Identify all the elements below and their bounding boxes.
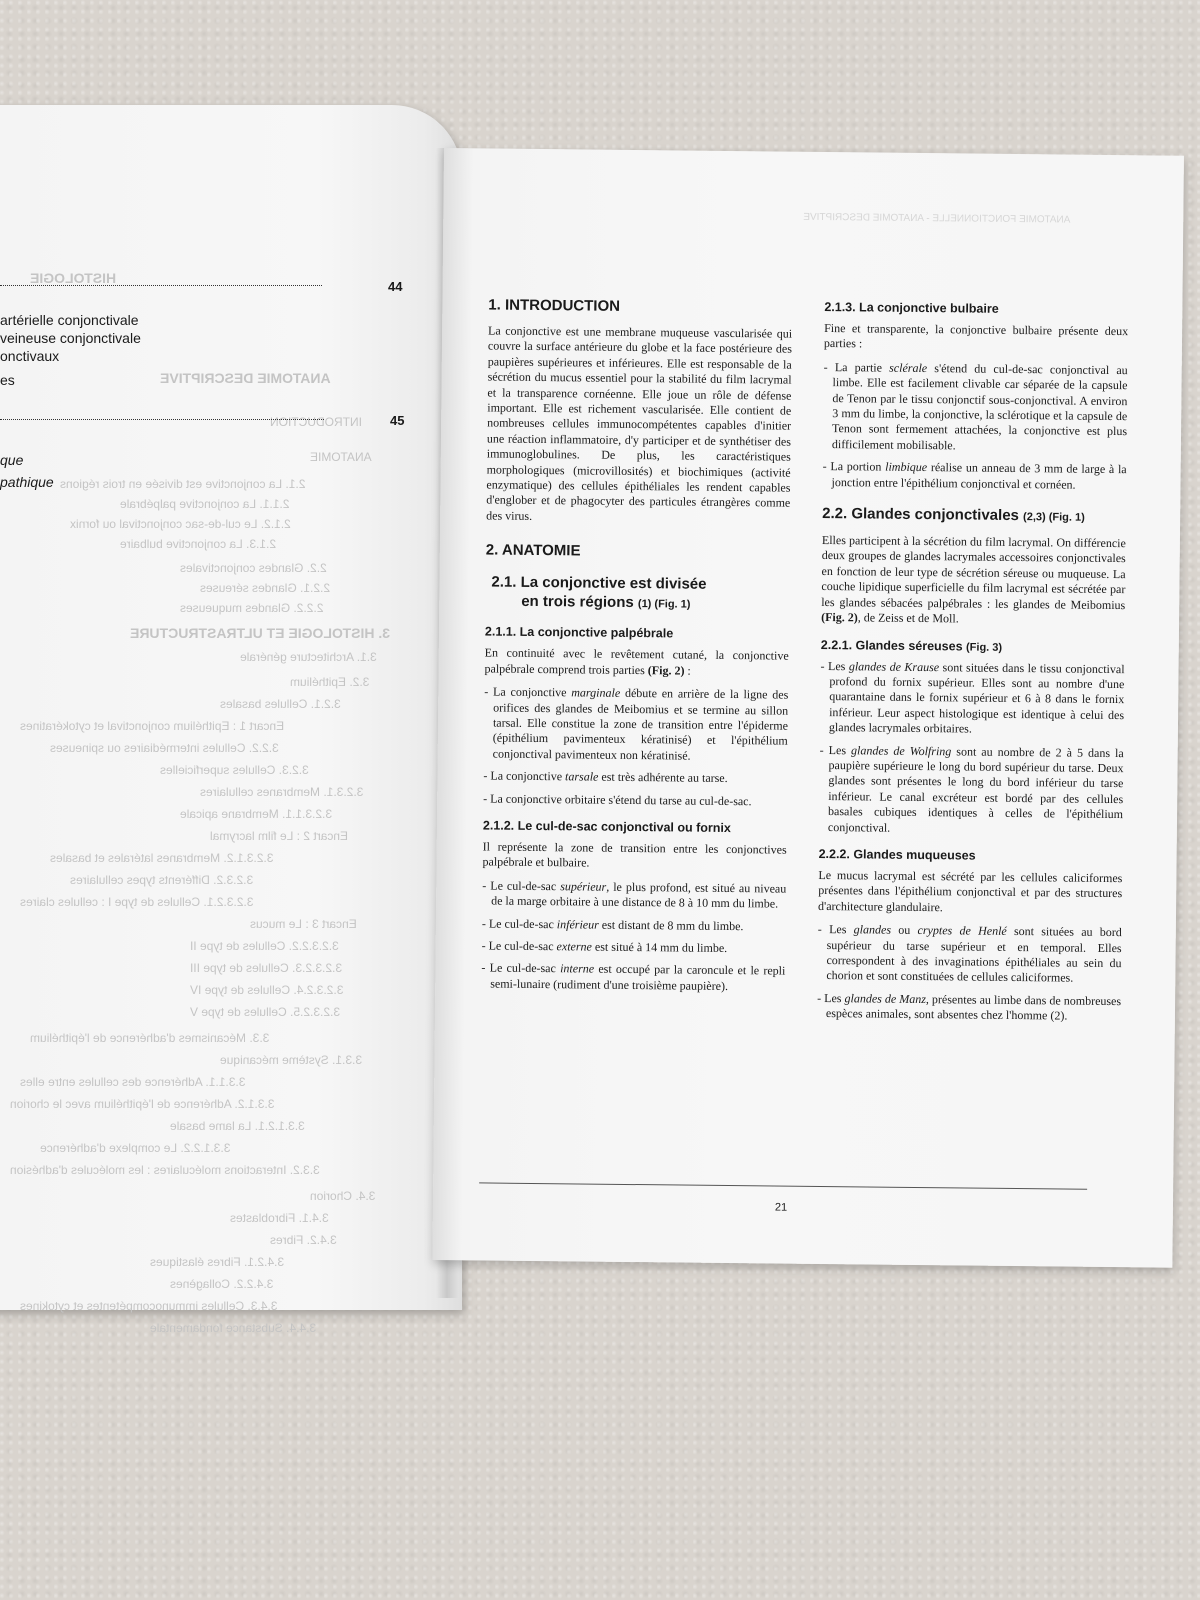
toc-item: es	[0, 372, 15, 388]
list-emphasis: supérieur	[560, 879, 607, 894]
heading-2-2-text: 2.2. Glandes conjonctivales	[822, 505, 1020, 525]
list-text: - Les	[817, 990, 845, 1006]
list-text: - Le cul-de-sac	[481, 960, 561, 976]
bleed-through-text: ANATOMIE	[310, 450, 372, 464]
list-text: - La conjonctive	[484, 684, 572, 700]
list-emphasis: glandes de Krause	[848, 658, 940, 674]
bleed-through-text: 2.1. La conjonctive est divisée en trois régions	[60, 477, 306, 491]
toc-leader-dots	[0, 285, 322, 286]
bleed-through-text: 2.1.2. Le cul-de-sac conjonctival ou fornix	[70, 517, 291, 531]
bleed-through-text: 3.2.2. Cellules intermédiaires ou spineuses	[50, 741, 279, 755]
bleed-through-text: HISTOLOGIE	[30, 270, 117, 286]
heading-2-2-1	[821, 637, 1125, 654]
list-text: est très adhérente au tarse.	[598, 769, 728, 786]
list-emphasis: interne	[560, 961, 595, 976]
list-emphasis: marginale	[571, 685, 621, 700]
footer-rule	[479, 1182, 1087, 1189]
heading-2-2-1-reference: (Fig. 3)	[965, 640, 1003, 654]
list-text: - Les	[819, 742, 852, 757]
heading-2-1-reference: (1) (Fig. 1)	[637, 598, 691, 611]
paragraph-text: :	[684, 663, 691, 678]
bleed-through-text: 3.2.3.2.4. Cellules de type IV	[190, 983, 344, 997]
bleed-through-text: 3.3. Mécanismes d'adhérence de l'épithélium	[30, 1031, 270, 1045]
list-item	[819, 742, 1124, 838]
list-text: - Le cul-de-sac	[481, 916, 557, 931]
list-emphasis: glandes de Manz	[844, 991, 927, 1006]
paragraph-2-2-2: Le mucus lacrymal est sécrété par les cellules caliciformes présentes dans l'épithélium conjonctival et par des structures d'architecture glandulaire.	[818, 867, 1123, 915]
bleed-through-text: 2.2. Glandes conjonctivales	[180, 561, 327, 575]
heading-2-2	[822, 504, 1126, 528]
bleed-through-text: Encart 2 : Le film lacrymal	[210, 829, 349, 843]
list-text: , présentes au limbe dans de nombreuses espèces animales, sont absentes chez l'homme (2).	[825, 991, 1122, 1023]
heading-2-2-2: 2.2.2. Glandes muqueuses	[818, 846, 976, 863]
bleed-through-text: Encart 1 : Epithélium conjonctival et cytokératines	[20, 719, 285, 733]
list-text: - Les	[817, 922, 854, 937]
toc-item: onctivaux	[0, 348, 60, 364]
bleed-through-text: 3.3.1. Système mécanique	[220, 1053, 363, 1067]
heading-2-1-1: 2.1.1. La conjonctive palpébrale	[484, 624, 674, 641]
bleed-through-text: 3.2.3.2.1. Cellules de type I : cellules claires	[20, 895, 254, 909]
bleed-through-text: 3.3.1.1. Adhérence des cellules entre elles	[20, 1075, 246, 1089]
list-emphasis: cryptes de Henlé	[917, 923, 1007, 939]
paragraph-text: En continuité avec le revêtement cutané, la conjonctive palpébrale comprend trois parties	[484, 645, 789, 677]
list-item	[820, 658, 1125, 738]
paragraph-text: , de Zeiss et de Moll.	[857, 610, 959, 626]
bleed-through-text: 3.1. Architecture générale	[240, 650, 377, 664]
list-text: - La partie	[823, 359, 890, 375]
bleed-through-text: 3.2.3.2. Différents types cellulaires	[70, 873, 254, 887]
right-page	[432, 148, 1184, 1268]
list-text: sont situées au bord supérieur du tarse supérieur et en temporal. Elles correspondent à des invaginations épithéliales au sein du chorion et sont constituées de cellules caliciformes.	[826, 924, 1122, 986]
bleed-through-text: 3.4.4. Substance fondamentale	[150, 1321, 317, 1335]
bleed-through-text: 3.2.3. Cellules superficielles	[160, 763, 309, 777]
list-text: est occupé par la caroncule et le repli semi-lunaire (rudiment d'une troisième paupière).	[490, 961, 786, 993]
bleed-through-text: 3.3.1.2.1. La lame basale	[170, 1119, 305, 1133]
list-text: - Le cul-de-sac	[481, 938, 557, 954]
list-item	[823, 360, 1128, 456]
list-text: ou	[890, 922, 918, 938]
list-emphasis: tarsale	[564, 769, 599, 784]
heading-introduction: 1. INTRODUCTION	[488, 296, 621, 315]
bleed-through-text: 2.1.1. La conjonctive palpébrale	[120, 497, 290, 511]
list-item: - La conjonctive orbitaire s'étend du tarse au cul-de-sac.	[483, 790, 752, 808]
list-text: s'étend du cul-de-sac conjonctival au limbe. Elle est facilement clivable car séparée de la capsule de Tenon par le tissu conjonctif sous-conjonctival. A environ 3 mm du limbe, la conjonctive, la sclérotique et la capsule de Tenon sont fermement attachées, la conjonctive est plus difficilement mobilisable.	[831, 360, 1128, 453]
list-item	[822, 459, 1126, 493]
text-column-left	[481, 296, 792, 1001]
list-item	[482, 938, 786, 957]
list-text: réalise un anneau de 3 mm de large à la jonction entre l'épithélium conjonctival et cornéen.	[831, 460, 1127, 492]
bleed-through-text: 3.3.1.2. Adhérence de l'épithélium avec le chorion	[10, 1097, 275, 1111]
list-item	[482, 916, 786, 935]
list-text: débute en arrière de la ligne des orifices des glandes de Meibomius et se termine au sillon tarsal. Elle constitue la zone de transition entre l'épiderme (épithélium pavimenteux kératinisé) et l'épithélium conjonctival pavimenteux non kératinisé.	[492, 685, 789, 763]
list-text: est situé à 14 mm du limbe.	[591, 939, 728, 955]
paragraph-introduction: La conjonctive est une membrane muqueuse vascularisée qui couvre la surface antérieure du globe et la face postérieure des paupières supérieures et inférieures. Elle est responsable de la sécrétion du mucus essentiel pour la stabilité du film lacrymal et la transparence cornéenne. Elle joue un rôle de défense important. Elle est richement vascularisée. Elle contient de nombreuses cellules immunocompétentes capables d'initier une réaction inflammatoire, d'y participer et de synthétiser des immunoglobulines. De plus, les caractéristiques morphologiques (microvillosités) et biochimiques (activité enzymatique) des cellules épithéliales les rendent capables d'englober et de phagocyter des particules étrangères comme des virus.	[486, 323, 793, 523]
toc-page-number: 44	[388, 279, 403, 294]
paragraph-2-1-1	[484, 646, 788, 680]
list-bulbaire	[822, 360, 1127, 493]
list-text: , le plus profond, est situé au niveau de la marge orbitaire à une distance de 8 à 10 mm du limbe.	[491, 879, 787, 911]
heading-2-1-line2: en trois régions	[521, 593, 634, 612]
list-text: - La portion	[822, 459, 886, 474]
bleed-through-text: Encart 3 : Le mucus	[250, 917, 357, 931]
heading-2-2-1-text: 2.2.1. Glandes séreuses	[820, 637, 963, 653]
list-item	[483, 769, 787, 788]
bleed-through-text: INTRODUCTION	[270, 415, 362, 429]
list-fornix	[481, 878, 786, 995]
bleed-through-text: 3.2.3.1.1. Membrane apicale	[180, 807, 333, 821]
list-emphasis: glandes	[853, 922, 892, 937]
text-column-right	[817, 300, 1129, 1032]
bleed-through-running-head: ANATOMIE FONCTIONNELLE - ANATOMIE DESCRIPTIVE	[803, 211, 1071, 226]
bleed-through-text: 3.4.1. Fibroblastes	[230, 1211, 329, 1225]
list-emphasis: externe	[556, 939, 592, 954]
list-text: - Le cul-de-sac	[482, 878, 561, 894]
heading-2-1-3: 2.1.3. La conjonctive bulbaire	[824, 299, 999, 316]
figure-reference: (Fig. 2)	[821, 610, 858, 625]
bleed-through-text: 3.2.3.2.5. Cellules de type V	[190, 1005, 341, 1019]
bleed-through-text: 2.2.1. Glandes séreuses	[200, 581, 331, 595]
bleed-through-text: 3. HISTOLOGIE ET ULTRASTRUCTURE	[130, 625, 391, 641]
list-item	[817, 991, 1121, 1025]
figure-reference: (Fig. 2)	[647, 662, 685, 678]
bleed-through-text: 3.2.3.1.2. Membranes latérales et basales	[50, 851, 274, 865]
list-sereuses	[819, 658, 1125, 838]
list-item	[817, 922, 1122, 987]
list-emphasis: limbique	[885, 459, 928, 475]
bleed-through-text: 3.2.1. Cellules basales	[220, 697, 341, 711]
bleed-through-text: 3.3.1.2.2. Le complexe d'adhérence	[40, 1141, 231, 1155]
bleed-through-text: 3.4.3. Cellules immunocompétentes et cytokines	[20, 1299, 278, 1313]
bleed-through-text: 3.2. Epithélium	[290, 675, 370, 689]
bleed-through-text: 3.2.3.1. Membranes cellulaires	[200, 785, 364, 799]
list-muqueuses	[817, 922, 1122, 1025]
bleed-through-text: 3.3.2. Interactions moléculaires : les molécules d'adhésion	[10, 1163, 320, 1177]
heading-2-1-line1: 2.1. La conjonctive est divisée	[491, 573, 707, 594]
heading-2-2-reference: (2,3) (Fig. 1)	[1023, 511, 1085, 524]
list-text: - Les	[820, 658, 849, 673]
list-emphasis: sclérale	[889, 360, 928, 375]
bleed-through-text: 3.4.2.2. Collagènes	[170, 1277, 274, 1291]
list-text: sont situées dans le tissu conjonctival profond du fornix supérieur. Elles sont au nombre d'une quarantaine dans le fornix supérieur et 6 à 8 dans le fornix inférieur. Leur aspect histologique est identique à celui des glandes lacrymales orbitaires.	[828, 659, 1125, 736]
list-text: est distant de 8 mm du limbe.	[598, 917, 744, 933]
heading-anatomie: 2. ANATOMIE	[485, 541, 581, 560]
toc-item: veineuse conjonctivale	[0, 330, 141, 346]
list-text: - La conjonctive	[483, 768, 566, 784]
toc-leader-dots	[0, 419, 324, 420]
paragraph-2-1-2: Il représente la zone de transition entre les conjonctives palpébrale et bulbaire.	[482, 839, 787, 870]
list-item	[484, 685, 789, 765]
paragraph-2-1-3: Fine et transparente, la conjonctive bulbaire présente deux parties :	[823, 320, 1129, 351]
toc-page-number: 45	[390, 413, 405, 428]
paragraph-text: Elles participent à la sécrétion du film lacrymal. On différencie deux groupes de glandes lacrymales accessoires conjonctivales en fonction de leur type de sécrétion séreuse ou muqueuse. La couche lipidique superficielle du film lacrymal est sécrétée par les glandes sébacées palpébrales : les glandes de Meibomius	[821, 533, 1126, 612]
heading-2-1-2: 2.1.2. Le cul-de-sac conjonctival ou fornix	[482, 818, 731, 835]
toc-item: artérielle conjonctivale	[0, 312, 139, 328]
list-item	[482, 878, 786, 912]
bleed-through-text: 3.4.2.1. Fibres élastiques	[150, 1255, 285, 1269]
list-item	[481, 961, 785, 995]
bleed-through-text: ANATOMIE DESCRIPTIVE	[160, 370, 331, 386]
bleed-through-text: 2.2.2. Glandes muqueuses	[180, 601, 324, 615]
bleed-through-text: 3.4.2. Fibres	[270, 1233, 337, 1247]
bleed-through-text: 2.1.3. La conjonctive bulbaire	[120, 537, 277, 551]
left-page	[0, 105, 462, 1335]
bleed-through-text: 3.2.3.2.2. Cellules de type II	[190, 939, 339, 953]
page-number: 21	[774, 1201, 788, 1214]
bleed-through-text: 3.4. Chorion	[310, 1189, 376, 1203]
list-emphasis: inférieur	[556, 916, 599, 932]
heading-2-1	[485, 573, 789, 616]
toc-item: que	[0, 452, 24, 468]
list-palpebrale	[483, 685, 788, 810]
list-text: sont au nombre de 2 à 5 dans la paupière supérieure le long du bord supérieur du tarse. Deux glandes sont présentes le long du bord inférieur du tarse inférieur. Le canal excréteur est bordé par des cellules basales cubiques identiques à celles de l'épithélium conjonctival.	[827, 743, 1124, 835]
bleed-through-text: 3.2.3.2.3. Cellules de type III	[190, 961, 343, 975]
toc-item: pathique	[0, 474, 54, 490]
paragraph-2-2	[821, 533, 1126, 629]
list-emphasis: glandes de Wolfring	[851, 742, 952, 758]
